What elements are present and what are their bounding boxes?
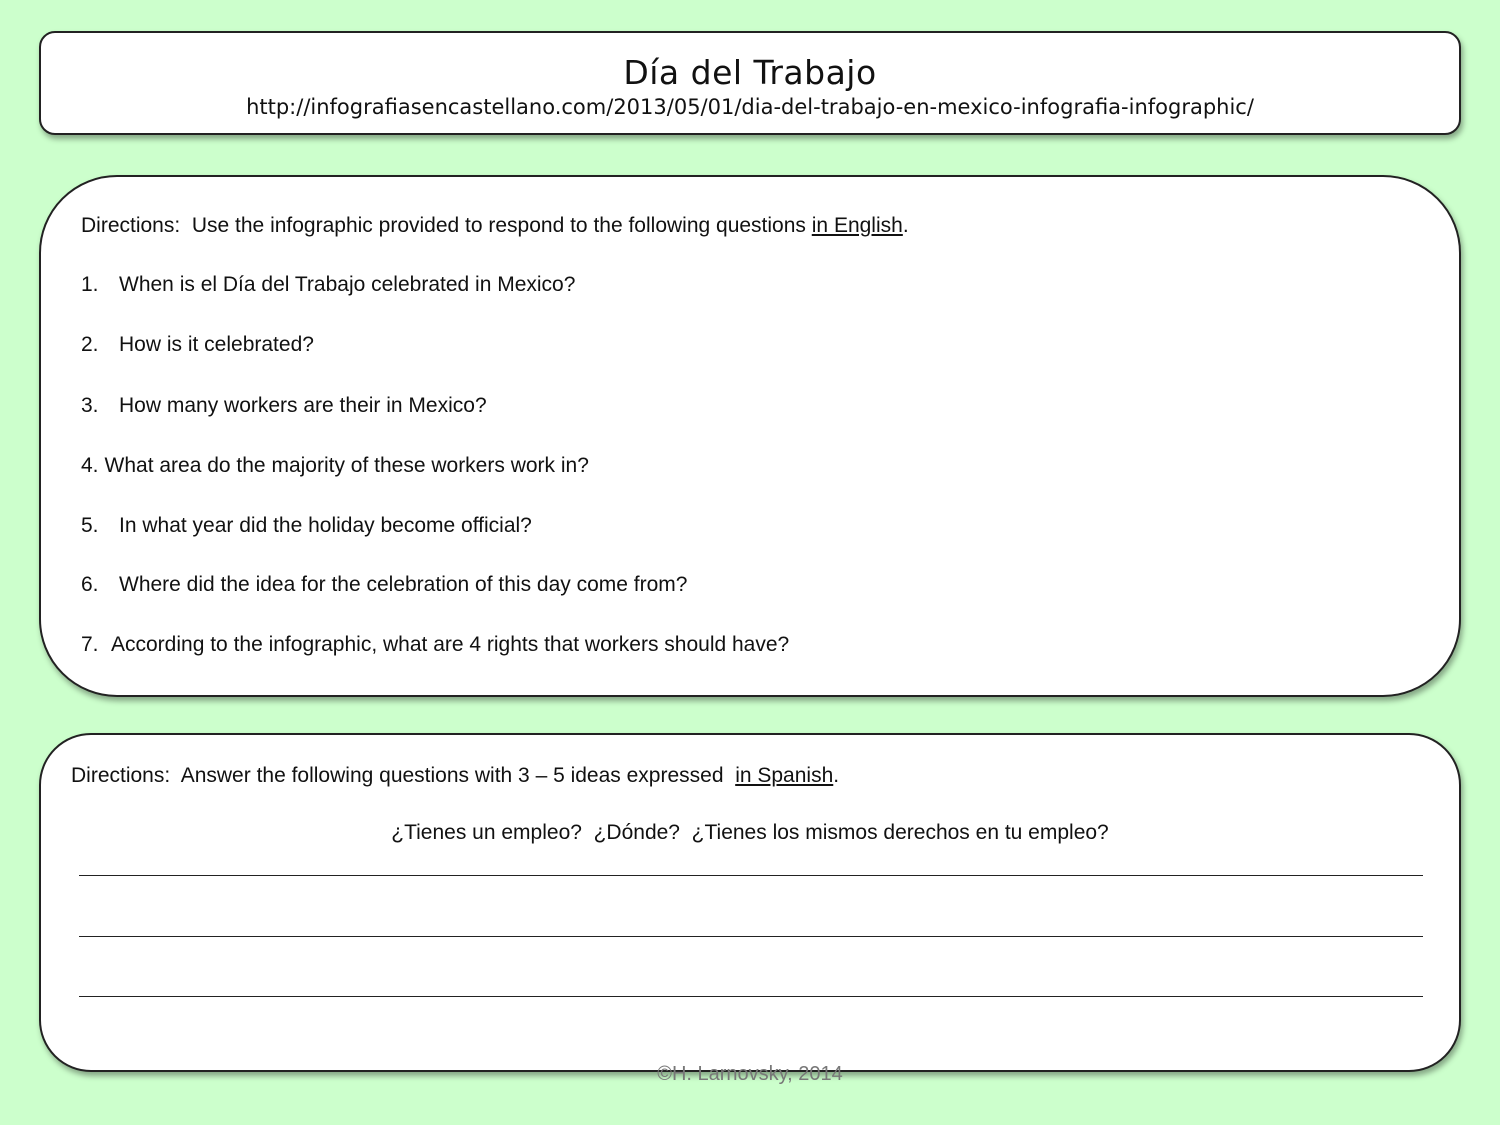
question-5 — [81, 514, 532, 538]
question-7 — [81, 633, 789, 657]
question-text: How many workers are their in Mexico? — [119, 394, 487, 417]
spanish-prompt: ¿Tienes un empleo? ¿Dónde? ¿Tienes los mismos derechos en tu empleo? — [391, 821, 1109, 844]
question-4 — [81, 454, 589, 478]
english-directions — [81, 214, 909, 238]
page-title: Día del Trabajo — [623, 53, 877, 92]
question-text: Where did the idea for the celebration of this day come from? — [119, 573, 688, 596]
question-3 — [81, 394, 487, 418]
question-number: 3. — [81, 394, 99, 417]
spanish-answer-panel — [39, 733, 1461, 1072]
question-text: In what year did the holiday become official? — [119, 514, 532, 537]
question-number: 5. — [81, 514, 99, 537]
spanish-directions-text: Directions: Answer the following questions with 3 – 5 ideas expressed — [71, 764, 736, 787]
question-number: 6. — [81, 573, 99, 596]
english-directions-text: Directions: Use the infographic provided to respond to the following questions — [81, 214, 812, 237]
copyright-notice: ©H. Larnovsky, 2014 — [657, 1063, 843, 1085]
question-2 — [81, 333, 314, 357]
question-6 — [81, 573, 687, 597]
answer-line-2[interactable] — [79, 936, 1423, 937]
english-questions-panel — [39, 175, 1461, 697]
question-number: 4. — [81, 454, 99, 477]
answer-line-3[interactable] — [79, 996, 1423, 997]
spanish-directions — [71, 764, 839, 788]
answer-line-1[interactable] — [79, 875, 1423, 876]
question-number: 2. — [81, 333, 99, 356]
question-text: According to the infographic, what are 4 rights that workers should have? — [111, 633, 790, 656]
question-text: When is el Día del Trabajo celebrated in Mexico? — [119, 273, 576, 296]
question-number: 1. — [81, 273, 99, 296]
english-directions-emphasis: in English — [811, 214, 903, 237]
english-directions-suffix: . — [902, 214, 909, 237]
question-1 — [81, 273, 575, 297]
question-number: 7. — [81, 633, 99, 656]
source-url: http://infografiasencastellano.com/2013/05/01/dia-del-trabajo-en-mexico-infografia-infographic/ — [246, 95, 1254, 119]
question-text: What area do the majority of these workers work in? — [104, 454, 589, 477]
title-panel — [39, 31, 1461, 135]
question-text: How is it celebrated? — [119, 333, 314, 356]
spanish-directions-suffix: . — [833, 764, 840, 787]
spanish-directions-emphasis: in Spanish — [735, 764, 834, 787]
